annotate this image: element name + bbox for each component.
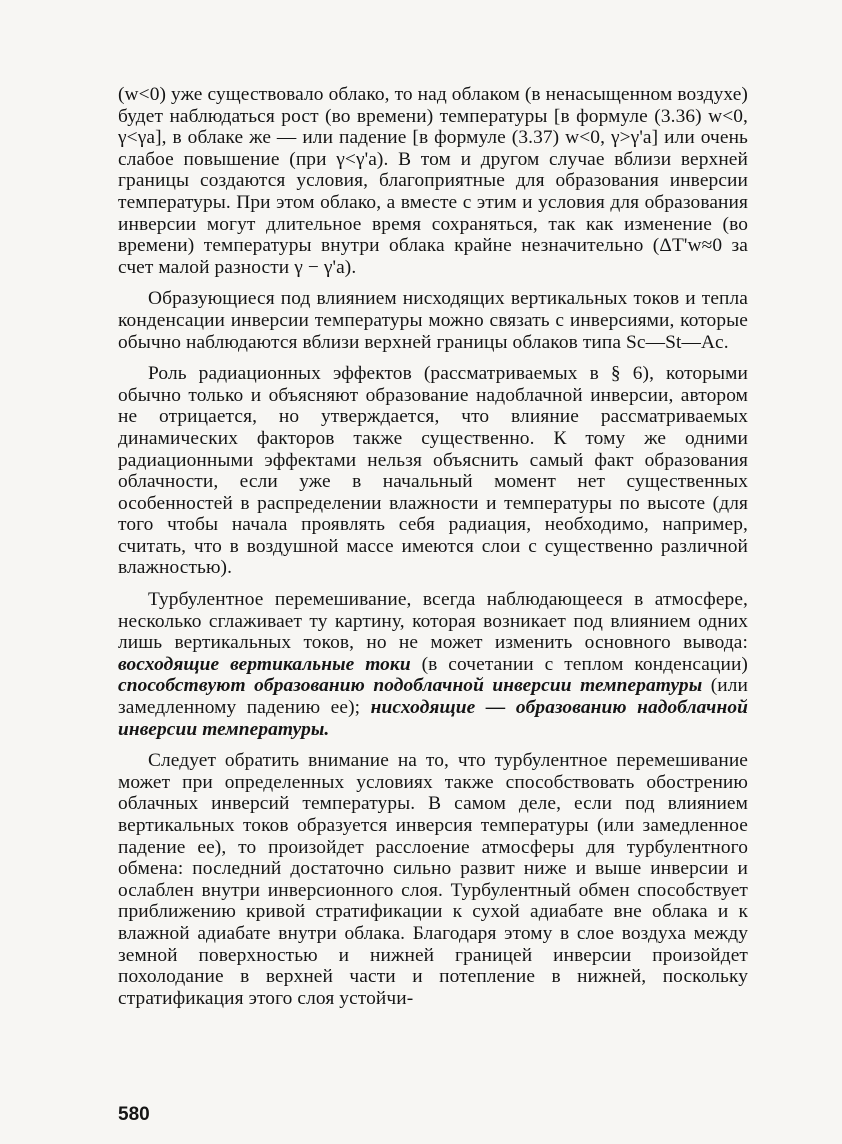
text-run: (или замедленному падению ее); xyxy=(118,675,748,719)
paragraph xyxy=(118,288,748,353)
text-run: Следует обратить внимание на то, что турбулентное перемешивание может при определенных условиях также способствовать обострению облачных инверсий температуры. В самом деле, если под влиянием вертикальных токов образуется инверсия температуры (или замедленное падение ее), то произойдет расслоение атмосферы для турбулентного обмена: последний достаточно сильно развит ниже и выше инверсии и ослаблен внутри инверсионного слоя. Турбулентный обмен способствует приближению кривой стратификации к сухой адиабате вне облака и к влажной адиабате внутри облака. Благодаря этому в слое воздуха между земной поверхностью и нижней границей инверсии произойдет похолодание в верхней части и потепление в нижней, поскольку стратификация этого слоя устойчи- xyxy=(118,750,748,1009)
paragraph xyxy=(118,363,748,579)
emphasized-text: способствуют образованию подоблачной инверсии температуры xyxy=(118,675,703,697)
emphasized-text: восходящие вертикальные токи xyxy=(118,653,411,675)
text-body xyxy=(118,84,748,1009)
page-number: 580 xyxy=(118,1104,150,1125)
text-run: Роль радиационных эффектов (рассматриваемых в § 6), которыми обычно только и объясняют образование надоблачной инверсии, автором не отрицается, но утверждается, что влияние рассматриваемых динамических факторов также существенно. К тому же одними радиационными эффектами нельзя объяснить самый факт образования облачности, если уже в начальный момент нет существенных особенностей в распределении влажности и температуры по высоте (для того чтобы начала проявлять себя радиация, необходимо, например, считать, что в воздушной массе имеются слои с существенно различной влажностью). xyxy=(118,363,748,579)
paragraph xyxy=(118,84,748,278)
paragraph xyxy=(118,589,748,740)
text-run: (в сочетании с теплом конденсации) xyxy=(410,653,748,675)
paragraph xyxy=(118,750,748,1009)
text-run: Турбулентное перемешивание, всегда наблюдающееся в атмосфере, несколько сглаживает ту картину, которая возникает под влиянием одних лишь вертикальных токов, но не может изменить основного вывода: xyxy=(118,589,748,654)
text-run: Образующиеся под влиянием нисходящих вертикальных токов и тепла конденсации инверсии температуры можно связать с инверсиями, которые обычно наблюдаются вблизи верхней границы облаков типа Sc—St—Ac. xyxy=(118,288,748,353)
emphasized-text: нисходящие — образованию надоблачной инверсии температуры. xyxy=(118,697,749,740)
text-run: (w<0) уже существовало облако, то над облаком (в ненасыщенном воздухе) будет наблюдаться рост (во времени) температуры [в формуле (3.36) w<0, γ<γа], в облаке же — или падение [в формуле (3.37) w<0, γ>γ'а] или очень слабое повышение (при γ<γ'а). В том и другом случае вблизи верхней границы создаются условия, благоприятные для образования инверсии температуры. При этом облако, а вместе с этим и условия для образования инверсии могут длительное время сохраняться, так как изменение (во времени) температуры внутри облака крайне незначительно (ΔT'w≈0 за счет малой разности γ − γ'а). xyxy=(118,84,748,278)
